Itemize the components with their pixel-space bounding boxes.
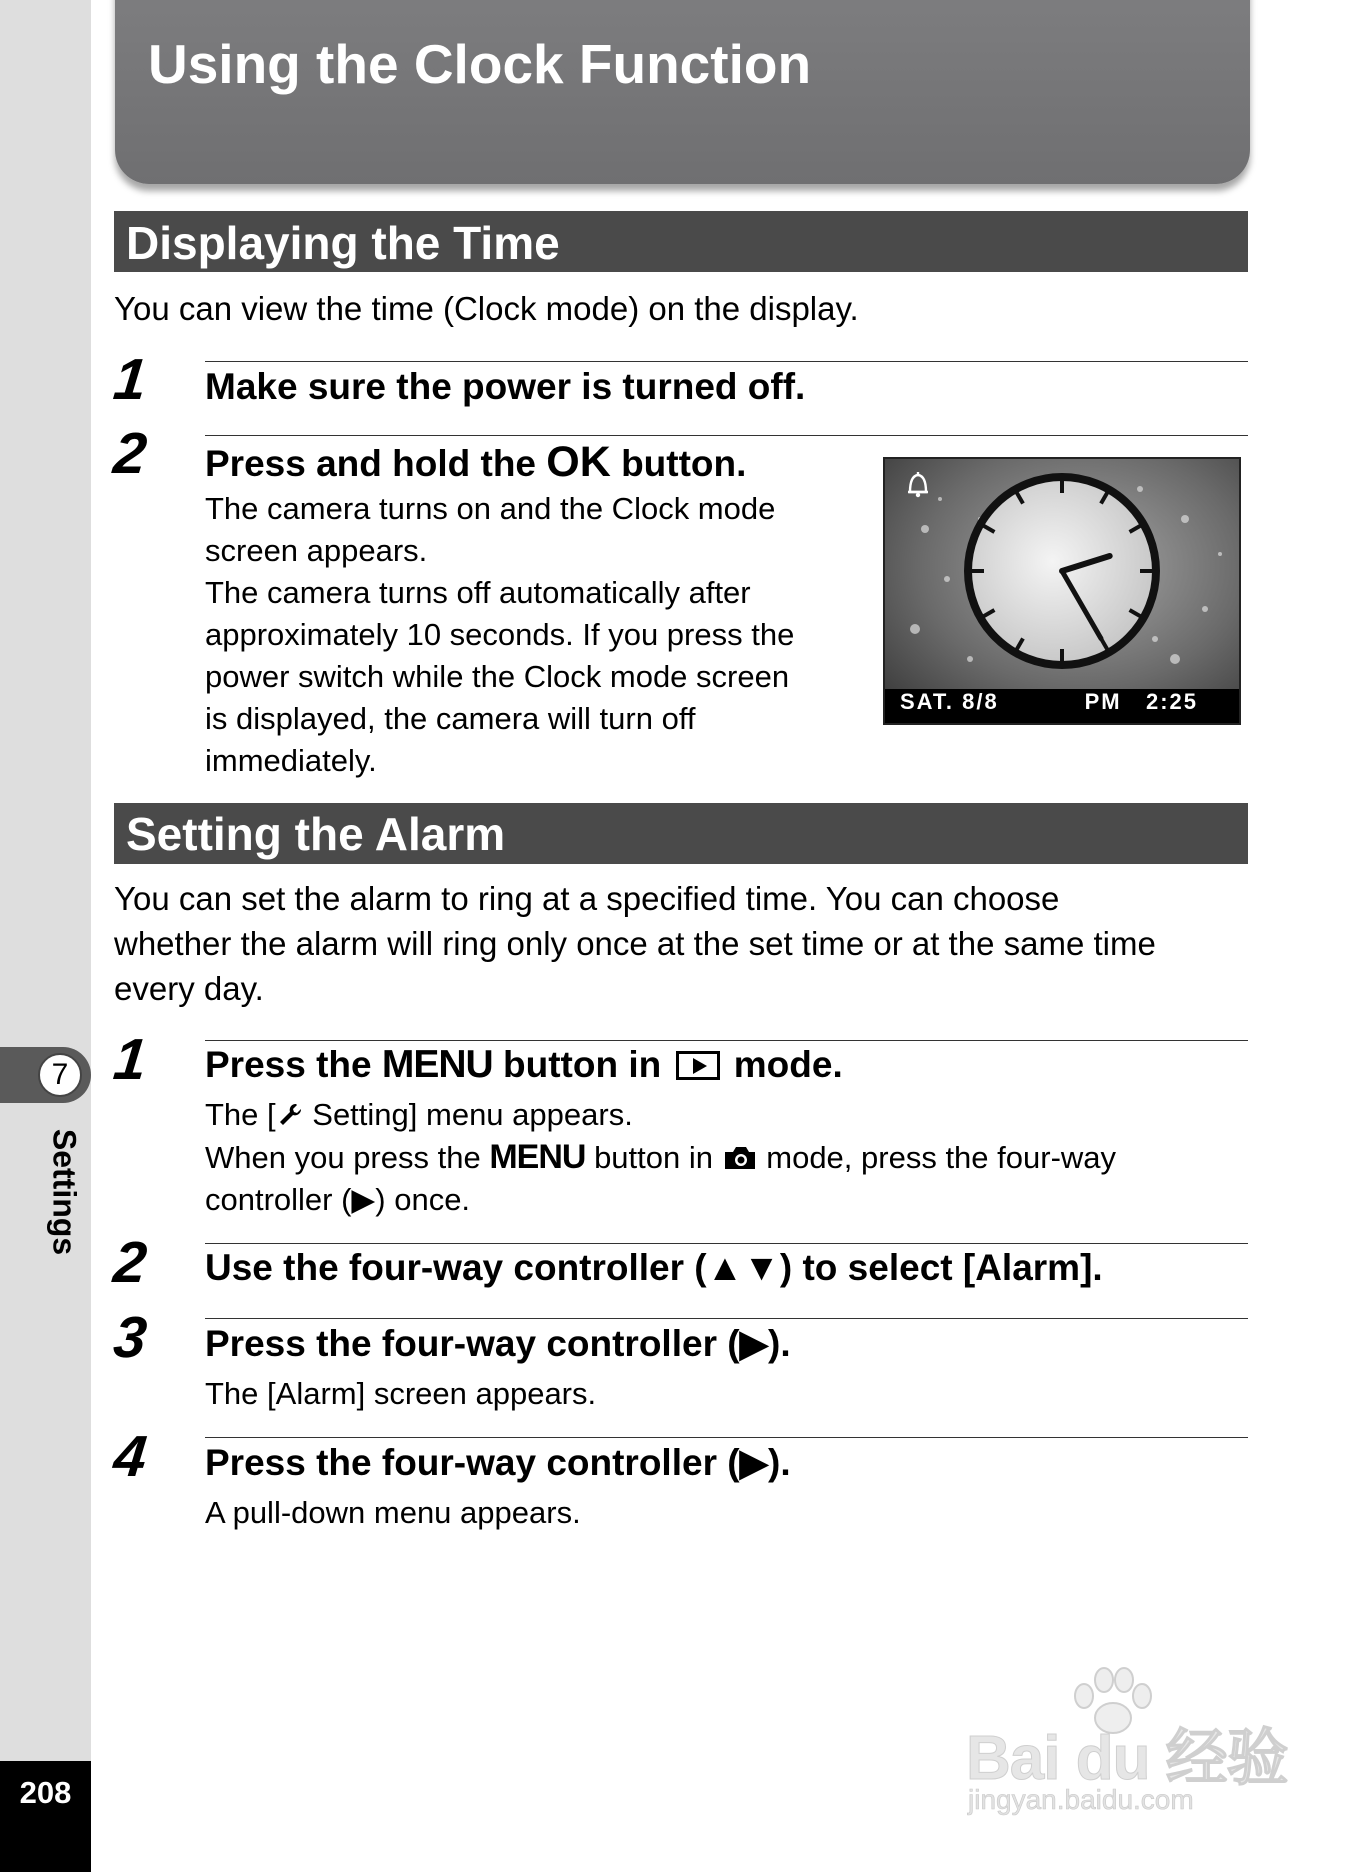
- desc-line: The camera turns off automatically after: [205, 575, 751, 610]
- step-heading-text: mode.: [733, 1044, 843, 1085]
- screen-date: SAT. 8/8: [900, 689, 999, 714]
- intro-line: whether the alarm will ring only once at the set time or at the same time: [114, 925, 1156, 962]
- desc-line: The camera turns on and the Clock mode: [205, 491, 776, 526]
- step-divider: [205, 435, 1248, 436]
- section-title-displaying-time: Displaying the Time: [126, 217, 560, 269]
- step-number: 1: [110, 347, 148, 412]
- chapter-sidebar: [0, 0, 91, 1872]
- step-number: 2: [110, 421, 148, 486]
- chapter-number: 7: [38, 1053, 82, 1097]
- step-divider: [205, 1040, 1248, 1041]
- step-divider: [205, 1318, 1248, 1319]
- watermark-url: jingyan.baidu.com: [968, 1784, 1194, 1815]
- desc-line: [205, 1094, 1245, 1136]
- step-heading: Make sure the power is turned off.: [205, 366, 806, 407]
- step-heading-text: button in: [503, 1044, 662, 1085]
- step-heading-text: Press the: [205, 1044, 372, 1085]
- page-title: Using the Clock Function: [148, 33, 812, 95]
- desc-line: controller (▶) once.: [205, 1182, 471, 1217]
- desc-text: button in: [594, 1140, 713, 1175]
- desc-line: immediately.: [205, 743, 377, 778]
- step-number: 2: [110, 1230, 148, 1295]
- desc-text: mode, press the four-way: [766, 1140, 1117, 1175]
- desc-line: power switch while the Clock mode screen: [205, 659, 790, 694]
- baidu-watermark: [966, 1666, 1288, 1826]
- step-number: 1: [110, 1027, 148, 1092]
- step-description: [205, 488, 865, 782]
- section1-intro: You can view the time (Clock mode) on the display.: [114, 290, 859, 327]
- screen-time: PM 2:25: [1084, 689, 1198, 714]
- step-description: [205, 1094, 1245, 1221]
- section2-intro: [114, 876, 1254, 1011]
- step-description: The [Alarm] screen appears.: [205, 1376, 597, 1411]
- desc-text: Setting] menu appears.: [303, 1097, 633, 1132]
- desc-line: approximately 10 seconds. If you press the: [205, 617, 795, 652]
- wrench-icon: [276, 1101, 304, 1129]
- intro-line: every day.: [114, 970, 264, 1007]
- desc-line: [205, 1136, 1245, 1179]
- clock-screen-graphic: [885, 459, 1241, 725]
- step-heading: Press the four-way controller (▶).: [205, 1442, 791, 1483]
- desc-line: is displayed, the camera will turn off: [205, 701, 696, 736]
- desc-line: screen appears.: [205, 533, 428, 568]
- step-heading: Press the four-way controller (▶).: [205, 1323, 791, 1364]
- playback-mode-icon: [676, 1051, 720, 1080]
- chapter-label: Settings: [46, 1128, 83, 1256]
- watermark-brand: Bai du 经验: [966, 1724, 1288, 1793]
- step-description: A pull-down menu appears.: [205, 1495, 581, 1530]
- section-title-setting-alarm: Setting the Alarm: [126, 808, 506, 860]
- desc-text: The [: [205, 1097, 276, 1132]
- step-divider: [205, 1243, 1248, 1244]
- step-divider: [205, 1437, 1248, 1438]
- camera-clock-screen: [883, 457, 1241, 725]
- page-number: 208: [19, 1775, 72, 1810]
- step-heading: [205, 1043, 843, 1087]
- step-heading: [205, 438, 746, 487]
- step-number: 4: [110, 1424, 148, 1489]
- step-heading-text: Press and hold the: [205, 443, 537, 484]
- step-heading: Use the four-way controller (▲▼) to select [Alarm].: [205, 1247, 1103, 1288]
- menu-key-label: MENU: [381, 1043, 493, 1086]
- ok-key-label: OK: [546, 438, 611, 486]
- step-heading-text: button.: [621, 443, 747, 484]
- step-divider: [205, 361, 1248, 362]
- intro-line: You can set the alarm to ring at a specified time. You can choose: [114, 880, 1060, 917]
- step-number: 3: [110, 1305, 148, 1370]
- menu-key-label: MENU: [489, 1138, 586, 1176]
- camera-mode-icon: [722, 1144, 758, 1172]
- desc-text: When you press the: [205, 1140, 481, 1175]
